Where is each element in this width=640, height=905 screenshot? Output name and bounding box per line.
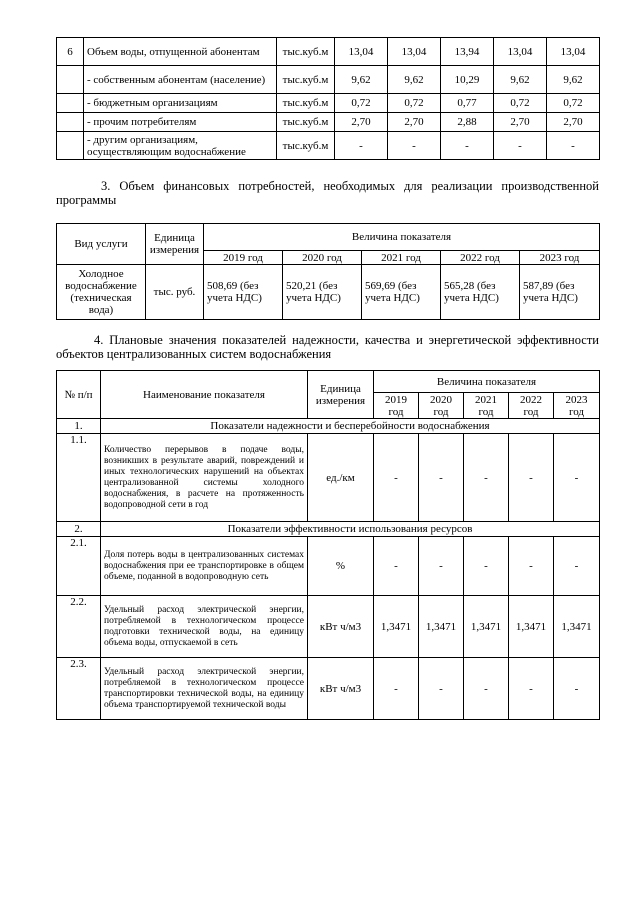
value-cell: 565,28 (без учета НДС) [441,265,520,320]
value-cell: 0,77 [441,94,494,113]
section-4-heading: 4. Плановые значения показателей надежности, качества и энергетической эффективности объектов централизованных систем водоснабжения [56,333,599,361]
row-number [57,66,84,94]
value-cell: 2,88 [441,113,494,132]
value-cell: 2,70 [547,113,600,132]
year-header: 2020 год [419,393,464,419]
group-title: Показатели эффективности использования ресурсов [101,522,600,537]
row-name: - прочим потребителям [84,113,277,132]
value-cell: 13,04 [388,38,441,66]
value-cell: 9,62 [547,66,600,94]
table-row [57,658,600,720]
value-cell: - [464,434,509,522]
group-row [57,419,600,434]
row-name: - бюджетным организациям [84,94,277,113]
value-cell: - [374,434,419,522]
table-row [57,132,600,160]
row-name: Количество перерывов в подаче воды, возникших в результате аварий, повреждений и иных технологических нарушений на объектах централизованной системы холодного водоснабжения, в расчете на протяженность водопроводной сети в год [101,434,308,522]
group-title: Показатели надежности и бесперебойности водоснабжения [101,419,600,434]
value-cell: 9,62 [494,66,547,94]
value-cell: 0,72 [388,94,441,113]
value-cell: 13,04 [547,38,600,66]
value-cell: - [509,658,554,720]
row-number [57,94,84,113]
row-unit: тыс.куб.м [277,132,335,160]
row-number [57,132,84,160]
value-cell: 520,21 (без учета НДС) [283,265,362,320]
year-header: 2022 год [509,393,554,419]
value-cell: 2,70 [494,113,547,132]
group-number: 2. [57,522,101,537]
row-number: 2.1. [57,537,101,596]
year-header: 2019 год [374,393,419,419]
row-unit: кВт ч/м3 [308,658,374,720]
table-row [57,113,600,132]
value-cell: 1,3471 [419,596,464,658]
value-cell: 2,70 [335,113,388,132]
value-cell: 1,3471 [554,596,600,658]
col-header-value: Величина показателя [204,224,600,251]
value-cell: - [335,132,388,160]
year-header: 2023 год [554,393,600,419]
section-3-heading: 3. Объем финансовых потребностей, необходимых для реализации производственной программы [56,179,599,207]
value-cell: - [494,132,547,160]
table-row [57,94,600,113]
service-unit: тыс. руб. [146,265,204,320]
value-cell: - [554,658,600,720]
row-name: Удельный расход электрической энергии, потребляемой в технологическом процессе подготовки технической воды, на единицу объема воды, отпускаемой в сеть [101,596,308,658]
table-row [57,596,600,658]
value-cell: 0,72 [547,94,600,113]
value-cell: - [509,434,554,522]
value-cell: 1,3471 [464,596,509,658]
year-header: 2020 год [283,251,362,265]
row-number [57,113,84,132]
row-name: Доля потерь воды в централизованных системах водоснабжения при ее транспортировке в общем объеме, поданной в водопроводную сеть [101,537,308,596]
value-cell: 587,89 (без учета НДС) [520,265,600,320]
row-number: 2.3. [57,658,101,720]
table-row [57,265,600,320]
row-number: 1.1. [57,434,101,522]
row-name: - другим организациям, осуществляющим водоснабжение [84,132,277,160]
value-cell: 9,62 [388,66,441,94]
row-name: - собственным абонентам (население) [84,66,277,94]
col-header-unit: Единица измерения [146,224,204,265]
value-cell: - [509,537,554,596]
value-cell: 1,3471 [374,596,419,658]
group-number: 1. [57,419,101,434]
row-number: 6 [57,38,84,66]
reliability-indicators-table [56,370,600,720]
row-unit: % [308,537,374,596]
value-cell: - [554,434,600,522]
value-cell: 2,70 [388,113,441,132]
row-unit: тыс.куб.м [277,66,335,94]
col-header-num: № п/п [57,371,101,419]
value-cell: 0,72 [335,94,388,113]
row-name: Удельный расход электрической энергии, потребляемой в технологическом процессе транспортировки технической воды, на единицу объема транспортируемой технической воды [101,658,308,720]
value-cell: 10,29 [441,66,494,94]
value-cell: - [388,132,441,160]
col-header-service: Вид услуги [57,224,146,265]
row-unit: ед./км [308,434,374,522]
col-header-unit: Единица измерения [308,371,374,419]
value-cell: - [441,132,494,160]
row-unit: тыс.куб.м [277,38,335,66]
table-row [57,66,600,94]
value-cell: - [464,537,509,596]
value-cell: - [374,658,419,720]
value-cell: 13,94 [441,38,494,66]
table-row [57,434,600,522]
value-cell: 569,69 (без учета НДС) [362,265,441,320]
row-unit: тыс.куб.м [277,113,335,132]
row-name: Объем воды, отпущенной абонентам [84,38,277,66]
value-cell: - [554,537,600,596]
financial-needs-table [56,223,600,320]
value-cell: - [419,434,464,522]
value-cell: 1,3471 [509,596,554,658]
year-header: 2019 год [204,251,283,265]
value-cell: 508,69 (без учета НДС) [204,265,283,320]
col-header-value: Величина показателя [374,371,600,393]
table-row [57,537,600,596]
value-cell: - [547,132,600,160]
year-header: 2023 год [520,251,600,265]
value-cell: - [464,658,509,720]
service-name: Холодное водоснабжение (техническая вода) [57,265,146,320]
value-cell: 9,62 [335,66,388,94]
value-cell: - [419,537,464,596]
row-unit: тыс.куб.м [277,94,335,113]
group-row [57,522,600,537]
year-header: 2022 год [441,251,520,265]
value-cell: - [419,658,464,720]
year-header: 2021 год [464,393,509,419]
row-unit: кВт ч/м3 [308,596,374,658]
value-cell: - [374,537,419,596]
year-header: 2021 год [362,251,441,265]
table-row [57,38,600,66]
water-volume-table [56,37,600,160]
row-number: 2.2. [57,596,101,658]
value-cell: 13,04 [494,38,547,66]
col-header-name: Наименование показателя [101,371,308,419]
value-cell: 0,72 [494,94,547,113]
value-cell: 13,04 [335,38,388,66]
